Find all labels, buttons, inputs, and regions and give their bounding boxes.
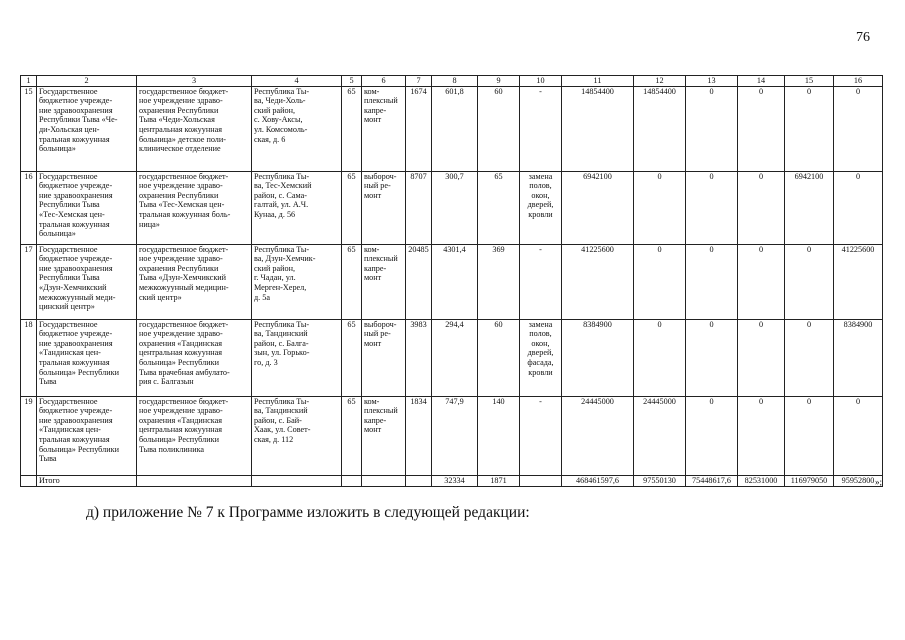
- column-number-11: 11: [562, 76, 634, 87]
- cell-col-16: 0: [834, 396, 883, 475]
- cell-col-3: государственное бюджет- ное учреждение здраво- охранения Республики Тыва «Тес-Хемская цен- тральная кожуунная боль- ница»: [137, 171, 252, 244]
- cell-col-14: 0: [738, 86, 785, 171]
- column-number-3: 3: [137, 76, 252, 87]
- cell-col-9: 60: [478, 319, 520, 396]
- cell-col-1: 17: [21, 244, 37, 319]
- cell-col-9: 65: [478, 171, 520, 244]
- total-places: 1871: [478, 475, 520, 486]
- cell-col-4: Республика Ты- ва, Дзун-Хемчик- ский район, г. Чадан, ул. Мерген-Херел, д. 5а: [252, 244, 342, 319]
- total-label: Итого: [37, 475, 137, 486]
- cell-col-3: государственное бюджет- ное учреждение здраво- охранения Республики Тыва «Дзун-Хемчикский межкожуунный медицин- ский центр»: [137, 244, 252, 319]
- cell-col-6: ком- плексный капре- монт: [362, 244, 406, 319]
- cell-col-2: Государственное бюджетное учрежде- ние здравоохранения Республики Тыва «Дзун-Хемчикский межкожуунный меди- цинский центр»: [37, 244, 137, 319]
- cell-col-1: 18: [21, 319, 37, 396]
- column-number-13: 13: [686, 76, 738, 87]
- cell-col-5: 65: [342, 244, 362, 319]
- cell-col-1: 19: [21, 396, 37, 475]
- column-number-12: 12: [634, 76, 686, 87]
- column-number-10: 10: [520, 76, 562, 87]
- total-col-16: 95952800: [834, 475, 883, 486]
- cell-col-11: 6942100: [562, 171, 634, 244]
- cell-col-12: 24445000: [634, 396, 686, 475]
- page-number: 76: [856, 30, 870, 45]
- cell-col-16: 8384900: [834, 319, 883, 396]
- cell-col-3: государственное бюджет- ное учреждение здраво- охранения Республики Тыва «Чеди-Хольская центральная кожуунная больница» детское поли- клиническое отделение: [137, 86, 252, 171]
- cell-col-1: 15: [21, 86, 37, 171]
- cell-col-11: 41225600: [562, 244, 634, 319]
- cell-col-6: выбороч- ный ре- монт: [362, 171, 406, 244]
- cell-col-4: Республика Ты- ва, Чеди-Холь- ский район, с. Хову-Аксы, ул. Комсомоль- ская, д. 6: [252, 86, 342, 171]
- column-number-9: 9: [478, 76, 520, 87]
- cell-col-16: 0: [834, 86, 883, 171]
- cell-col-13: 0: [686, 319, 738, 396]
- cell-col-9: 140: [478, 396, 520, 475]
- program-table: [20, 75, 883, 487]
- cell-col-15: 6942100: [785, 171, 834, 244]
- cell-col-14: 0: [738, 319, 785, 396]
- cell-col-5: 65: [342, 86, 362, 171]
- cell-col-8: 601,8: [432, 86, 478, 171]
- cell-col-2: Государственное бюджетное учрежде- ние здравоохранения «Тандинская цен- тральная кожуунная больница» Республики Тыва: [37, 319, 137, 396]
- column-number-14: 14: [738, 76, 785, 87]
- cell-col-12: 0: [634, 171, 686, 244]
- cell-col-3: государственное бюджет- ное учреждение здраво- охранения «Тандинская центральная кожуунная больница» Республики Тыва врачебная амбулато- рия с. Балгазын: [137, 319, 252, 396]
- cell-col-5: 65: [342, 396, 362, 475]
- cell-col-10: -: [520, 396, 562, 475]
- cell-col-8: 300,7: [432, 171, 478, 244]
- cell-col-13: 0: [686, 86, 738, 171]
- cell-col-4: Республика Ты- ва, Тес-Хемский район, с. Сама- галтай, ул. А.Ч. Кунаа, д. 56: [252, 171, 342, 244]
- amendment-text: д) приложение № 7 к Программе изложить в следующей редакции:: [86, 504, 530, 521]
- total-col-14: 82531000: [738, 475, 785, 486]
- table-row: [21, 86, 883, 171]
- cell-col-4: Республика Ты- ва, Тандинский район, с. Бай- Хаак, ул. Совет- ская, д. 112: [252, 396, 342, 475]
- total-col-15: 116979050: [785, 475, 834, 486]
- cell-col-9: 369: [478, 244, 520, 319]
- cell-col-15: 0: [785, 244, 834, 319]
- cell-col-15: 0: [785, 319, 834, 396]
- column-number-row: [21, 76, 883, 87]
- cell-col-5: 65: [342, 319, 362, 396]
- cell-col-3: государственное бюджет- ное учреждение здраво- охранения «Тандинская центральная кожуунная больница» Республики Тыва поликлиника: [137, 396, 252, 475]
- cell-col-4: Республика Ты- ва, Тандинский район, с. Балга- зын, ул. Горько- го, д. 3: [252, 319, 342, 396]
- cell-col-2: Государственное бюджетное учрежде- ние здравоохранения «Тандинская цен- тральная кожуунная больница» Республики Тыва: [37, 396, 137, 475]
- table-row: [21, 244, 883, 319]
- cell-col-1: 16: [21, 171, 37, 244]
- cell-col-11: 24445000: [562, 396, 634, 475]
- total-col-11: 468461597,6: [562, 475, 634, 486]
- cell-col-9: 60: [478, 86, 520, 171]
- cell-col-8: 4301,4: [432, 244, 478, 319]
- cell-col-2: Государственное бюджетное учрежде- ние здравоохранения Республики Тыва «Че- ди-Хольская цен- тральная кожуунная больница»: [37, 86, 137, 171]
- cell-col-8: 747,9: [432, 396, 478, 475]
- cell-col-7: 3983: [406, 319, 432, 396]
- column-number-5: 5: [342, 76, 362, 87]
- cell-col-10: -: [520, 86, 562, 171]
- cell-col-14: 0: [738, 244, 785, 319]
- cell-col-7: 20485: [406, 244, 432, 319]
- total-empty-1: [21, 475, 37, 486]
- cell-col-2: Государственное бюджетное учрежде- ние здравоохранения Республики Тыва «Тес-Хемская цен- тральная кожуунная больница»: [37, 171, 137, 244]
- total-empty-7: [406, 475, 432, 486]
- cell-col-14: 0: [738, 396, 785, 475]
- cell-col-10: -: [520, 244, 562, 319]
- cell-col-8: 294,4: [432, 319, 478, 396]
- cell-col-12: 14854400: [634, 86, 686, 171]
- total-row: [21, 475, 883, 486]
- cell-col-16: 0: [834, 171, 883, 244]
- column-number-6: 6: [362, 76, 406, 87]
- cell-col-6: выбороч- ный ре- монт: [362, 319, 406, 396]
- cell-col-7: 1674: [406, 86, 432, 171]
- cell-col-6: ком- плексный капре- монт: [362, 396, 406, 475]
- cell-col-10: замена полов, окон, дверей, кровли: [520, 171, 562, 244]
- total-empty-5: [342, 475, 362, 486]
- table-row: [21, 319, 883, 396]
- column-number-4: 4: [252, 76, 342, 87]
- table-body: [21, 76, 883, 487]
- cell-col-12: 0: [634, 319, 686, 396]
- cell-col-14: 0: [738, 171, 785, 244]
- table-row: [21, 171, 883, 244]
- cell-col-11: 8384900: [562, 319, 634, 396]
- cell-col-16: 41225600: [834, 244, 883, 319]
- total-col-13: 75448617,6: [686, 475, 738, 486]
- column-number-1: 1: [21, 76, 37, 87]
- total-col-12: 97550130: [634, 475, 686, 486]
- cell-col-13: 0: [686, 171, 738, 244]
- cell-col-13: 0: [686, 244, 738, 319]
- cell-col-11: 14854400: [562, 86, 634, 171]
- cell-col-7: 8707: [406, 171, 432, 244]
- total-empty-3: [137, 475, 252, 486]
- total-area: 32334: [432, 475, 478, 486]
- cell-col-10: замена полов, окон, дверей, фасада, кровли: [520, 319, 562, 396]
- cell-col-15: 0: [785, 396, 834, 475]
- cell-col-7: 1834: [406, 396, 432, 475]
- total-empty-6: [362, 475, 406, 486]
- column-number-8: 8: [432, 76, 478, 87]
- total-empty-4: [252, 475, 342, 486]
- cell-col-12: 0: [634, 244, 686, 319]
- cell-col-15: 0: [785, 86, 834, 171]
- cell-col-5: 65: [342, 171, 362, 244]
- column-number-2: 2: [37, 76, 137, 87]
- total-empty-10: [520, 475, 562, 486]
- column-number-16: 16: [834, 76, 883, 87]
- table-row: [21, 396, 883, 475]
- cell-col-6: ком- плексный капре- монт: [362, 86, 406, 171]
- column-number-7: 7: [406, 76, 432, 87]
- closing-quote: »;: [875, 477, 883, 487]
- cell-col-13: 0: [686, 396, 738, 475]
- column-number-15: 15: [785, 76, 834, 87]
